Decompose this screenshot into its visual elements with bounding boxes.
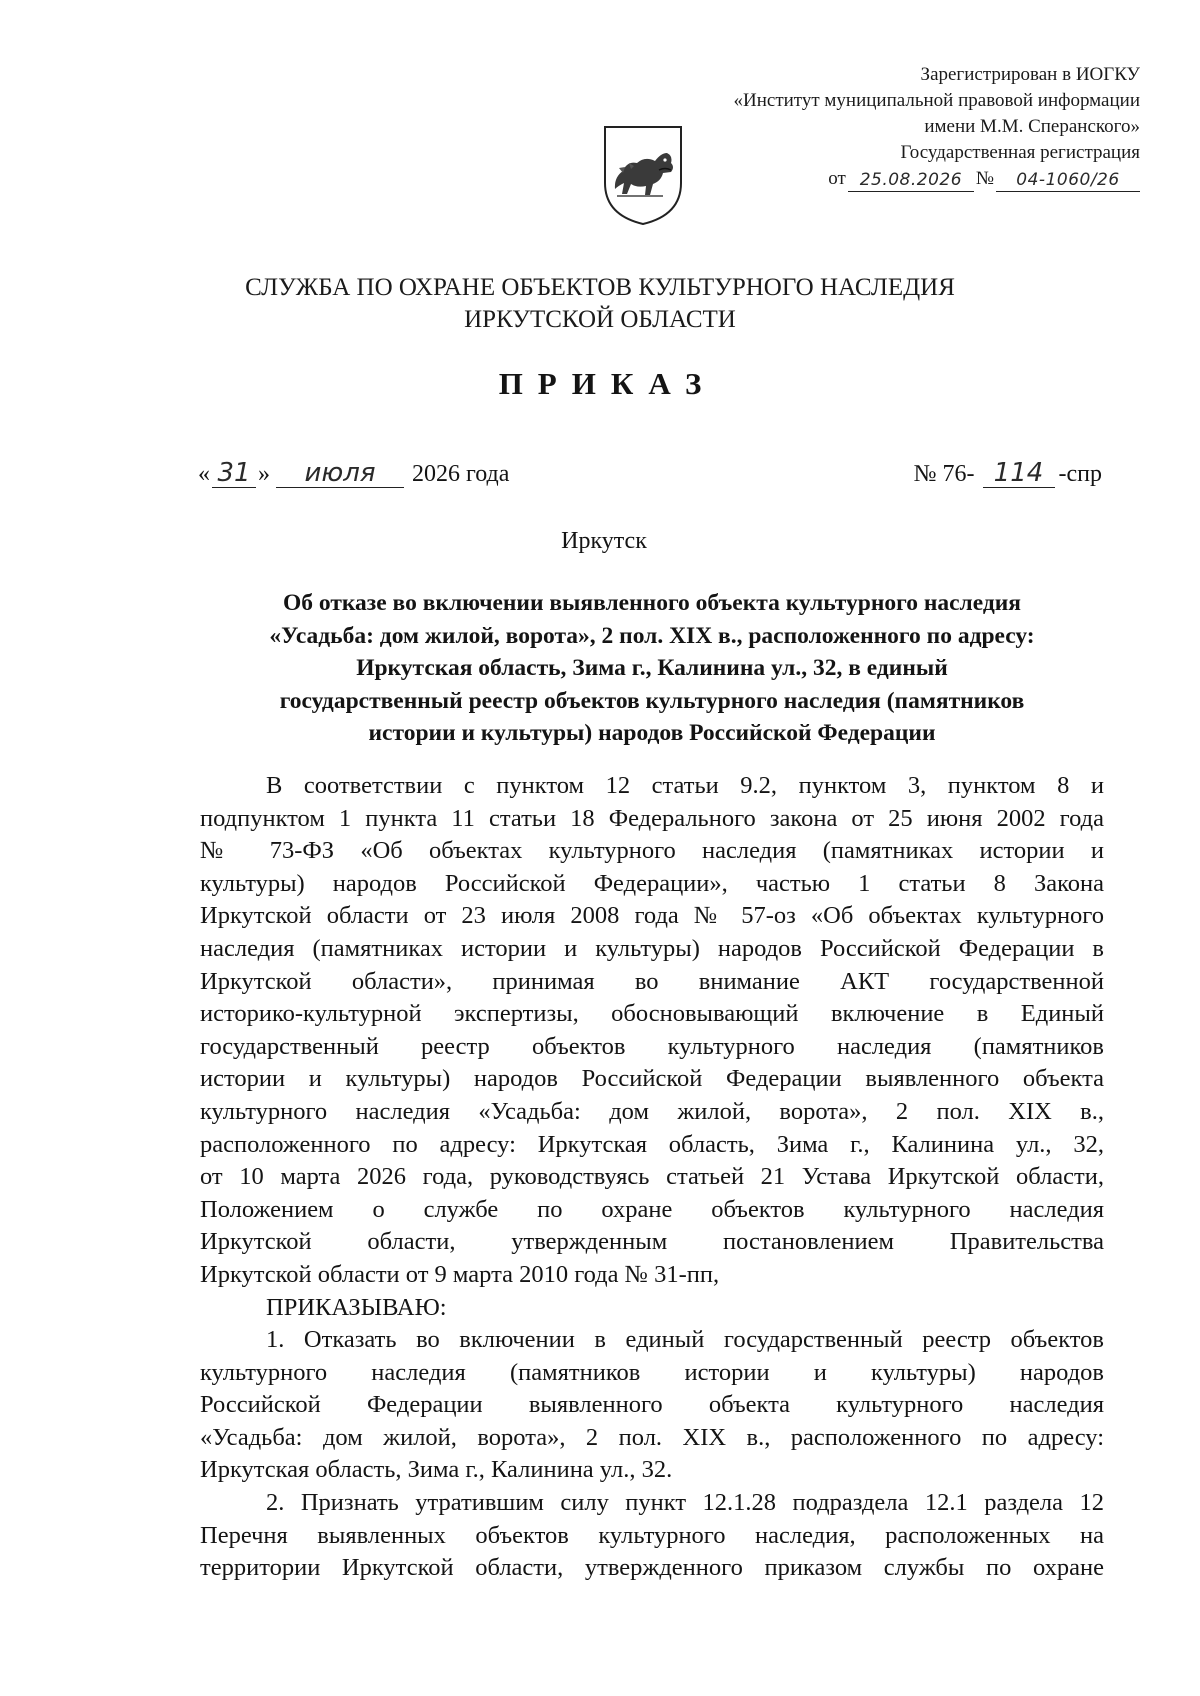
preamble-line: Иркутской области», принимая во внимание АКТ государственной <box>200 967 1104 995</box>
organization-line-2: ИРКУТСКОЙ ОБЛАСТИ <box>464 306 736 333</box>
preamble-line: В соответствии с пунктом 12 статьи 9.2, пунктом 3, пунктом 8 и <box>266 772 1104 799</box>
item-1-line: культурного наследия (памятников истории и культуры) народов <box>200 1358 1104 1386</box>
preamble-line: историко-культурной экспертизы, обосновывающий включение в Единый <box>200 1000 1104 1028</box>
document-title: ПРИКАЗ <box>498 366 717 401</box>
order-number-suffix: -спр <box>1058 461 1102 487</box>
item-2-line: 2. Признать утратившим силу пункт 12.1.28 подраздела 12.1 раздела 12 <box>266 1489 1104 1517</box>
registration-line-3: имени М.М. Сперанского» <box>924 116 1140 137</box>
registration-line-4: Государственная регистрация <box>900 142 1140 163</box>
preamble-line: наследия (памятниках истории и культуры) народов Российской Федерации в <box>200 934 1104 962</box>
item-2-line: Перечня выявленных объектов культурного наследия, расположенных на <box>200 1521 1104 1549</box>
quote-close: » <box>258 461 270 487</box>
registration-stamp <box>734 62 1141 192</box>
organization-heading <box>0 272 1200 336</box>
item-1-line: 1. Отказать во включении в единый государственный реестр объектов <box>266 1326 1104 1354</box>
order-month: июля <box>276 460 404 488</box>
preamble-line: культурного наследия «Усадьба: дом жилой, ворота», 2 пол. XIX в., <box>200 1097 1104 1125</box>
registration-date: 25.08.2026 <box>848 169 974 192</box>
preamble-line: подпунктом 1 пункта 11 статьи 18 Федерального закона от 25 июня 2002 года <box>200 804 1104 832</box>
preamble-line: государственный реестр объектов культурного наследия (памятников <box>200 1032 1104 1060</box>
order-year: 2026 года <box>412 461 510 487</box>
preamble-line: расположенного по адресу: Иркутская область, Зима г., Калинина ул., 32, <box>200 1130 1104 1158</box>
order-number-value: 114 <box>983 460 1055 488</box>
order-number <box>914 460 1102 488</box>
organization-line-1: СЛУЖБА ПО ОХРАНЕ ОБЪЕКТОВ КУЛЬТУРНОГО НАСЛЕДИЯ <box>245 274 955 301</box>
registration-from-label: от <box>828 168 846 189</box>
registration-date-row <box>734 166 1141 192</box>
preamble-line: Иркутской области, утвержденным постановлением Правительства <box>200 1228 1104 1256</box>
subject-line: Об отказе во включении выявленного объекта культурного наследия <box>282 590 1022 616</box>
item-1-line: Иркутская область, Зима г., Калинина ул., 32. <box>200 1456 673 1484</box>
registration-number: 04-1060/26 <box>996 169 1140 192</box>
subject-line: истории и культуры) народов Российской Федерации <box>368 720 936 746</box>
subject-line: «Усадьба: дом жилой, ворота», 2 пол. XIX в., расположенного по адресу: <box>269 622 1035 649</box>
subject-line: государственный реестр объектов культурного наследия (памятников <box>279 687 1025 714</box>
registration-number-label: № <box>975 168 994 189</box>
order-body <box>200 770 1104 1585</box>
order-date <box>198 460 509 488</box>
irkutsk-coat-of-arms-icon <box>601 123 685 227</box>
preamble-line: № 73-ФЗ «Об объектах культурного наследия (памятниках истории и <box>200 837 1104 865</box>
preamble-line: Положением о службе по охране объектов культурного наследия <box>200 1195 1104 1223</box>
order-city: Иркутск <box>561 528 647 554</box>
registration-line-2: «Институт муниципальной правовой информации <box>733 90 1140 111</box>
decree-word: ПРИКАЗЫВАЮ: <box>266 1293 447 1321</box>
item-2-line: территории Иркутской области, утвержденного приказом службы по охране <box>200 1554 1104 1582</box>
registration-line-1: Зарегистрирован в ИОГКУ <box>920 64 1140 85</box>
subject-line: Иркутская область, Зима г., Калинина ул., 32, в единый <box>356 655 948 681</box>
item-1-line: Российской Федерации выявленного объекта культурного наследия <box>200 1391 1104 1419</box>
preamble-line: культуры) народов Российской Федерации», частью 1 статьи 8 Закона <box>200 869 1104 897</box>
preamble-line: Иркутской области от 9 марта 2010 года № 31-пп, <box>200 1260 720 1288</box>
order-day: 31 <box>212 460 256 488</box>
quote-open: « <box>198 461 210 487</box>
preamble-line: Иркутской области от 23 июля 2008 года № 57-оз «Об объектах культурного <box>200 902 1104 930</box>
item-1-line: «Усадьба: дом жилой, ворота», 2 пол. XIX в., расположенного по адресу: <box>200 1423 1104 1451</box>
order-number-prefix: № 76- <box>913 461 975 487</box>
preamble-line: от 10 марта 2026 года, руководствуясь статьей 21 Устава Иркутской области, <box>200 1163 1104 1191</box>
preamble-line: истории и культуры) народов Российской Федерации выявленного объекта <box>200 1065 1104 1093</box>
order-subject <box>200 587 1104 750</box>
